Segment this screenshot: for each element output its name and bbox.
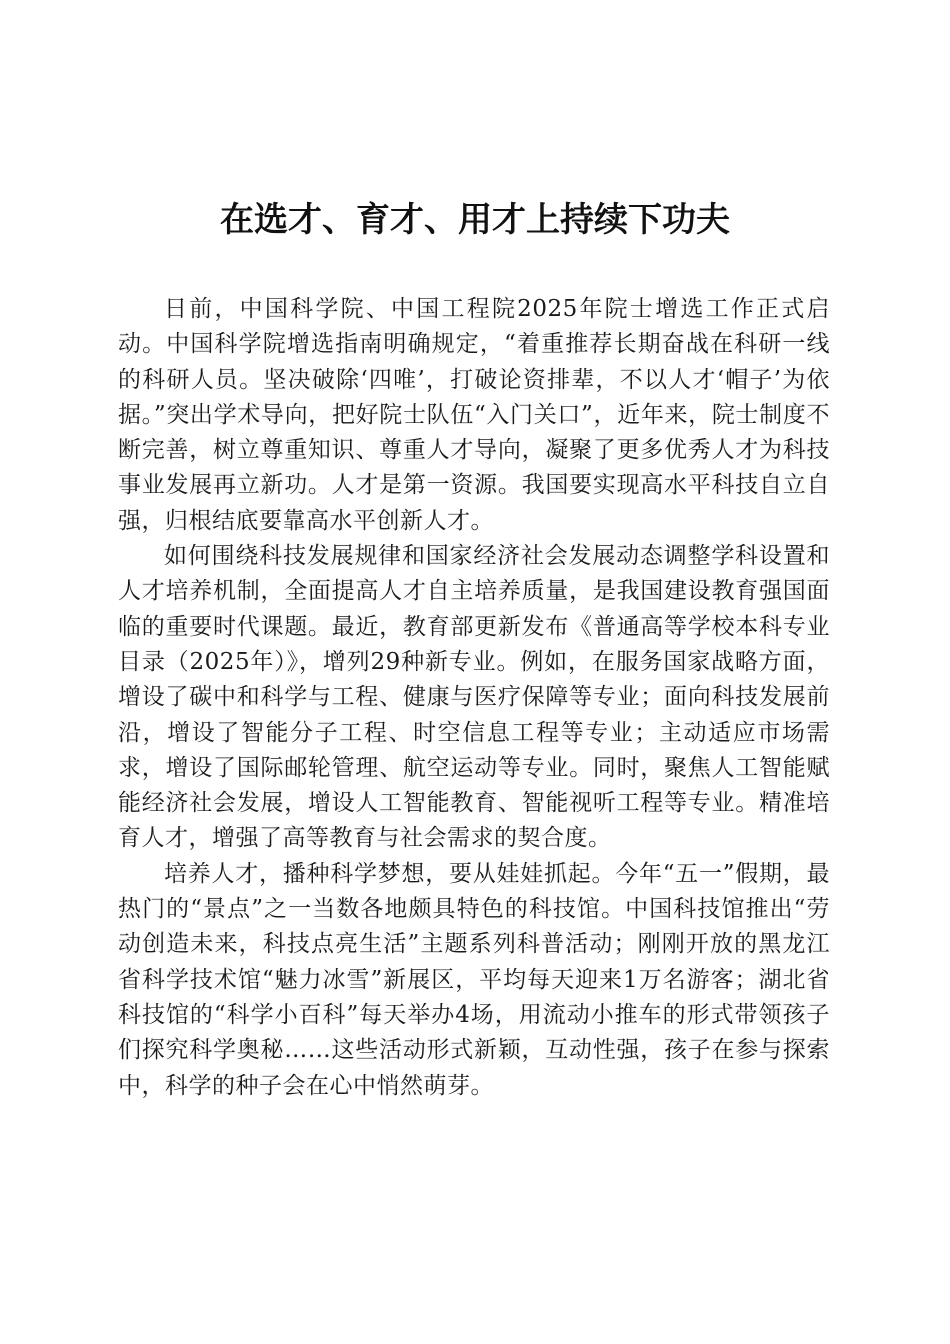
paragraph-1: 日前，中国科学院、中国工程院2025年院士增选工作正式启动。中国科学院增选指南明确规定，“着重推荐长期奋战在科研一线的科研人员。坚决破除‘四唯’，打破论资排辈，不以人才‘帽子’为依据。”突出学术导向，把好院士队伍“入门关口”，近年来，院士制度不断完善，树立尊重知识、尊重人才导向，凝聚了更多优秀人才为科技事业发展再立新功。人才是第一资源。我国要实现高水平科技自立自强，归根结底要靠高水平创新人才。 <box>118 296 830 534</box>
document-body <box>118 292 830 1104</box>
document-title: 在选才、育才、用才上持续下功夫 <box>220 200 730 240</box>
paragraph-3: 培养人才，播种科学梦想，要从娃娃抓起。今年“五一”假期，最热门的“景点”之一当数各地颇具特色的科技馆。中国科技馆推出“劳动创造未来，科技点亮生活”主题系列科普活动；刚刚开放的黑龙江省科学技术馆“魅力冰雪”新展区，平均每天迎来1万名游客；湖北省科技馆的“科学小百科”每天举办4场，用流动小推车的形式带领孩子们探究科学奥秘……这些活动形式新颖，互动性强，孩子在参与探索中，科学的种子会在心中悄然萌芽。 <box>118 860 830 1099</box>
paragraph-2: 如何围绕科技发展规律和国家经济社会发展动态调整学科设置和人才培养机制，全面提高人才自主培养质量，是我国建设教育强国面临的重要时代课题。最近，教育部更新发布《普通高等学校本科专业目录（2025年）》，增列29种新专业。例如，在服务国家战略方面，增设了碳中和科学与工程、健康与医疗保障等专业；面向科技发展前沿，增设了智能分子工程、时空信息工程等专业；主动适应市场需求，增设了国际邮轮管理、航空运动等专业。同时，聚焦人工智能赋能经济社会发展，增设人工智能教育、智能视听工程等专业。精准培育人才，增强了高等教育与社会需求的契合度。 <box>118 543 830 852</box>
